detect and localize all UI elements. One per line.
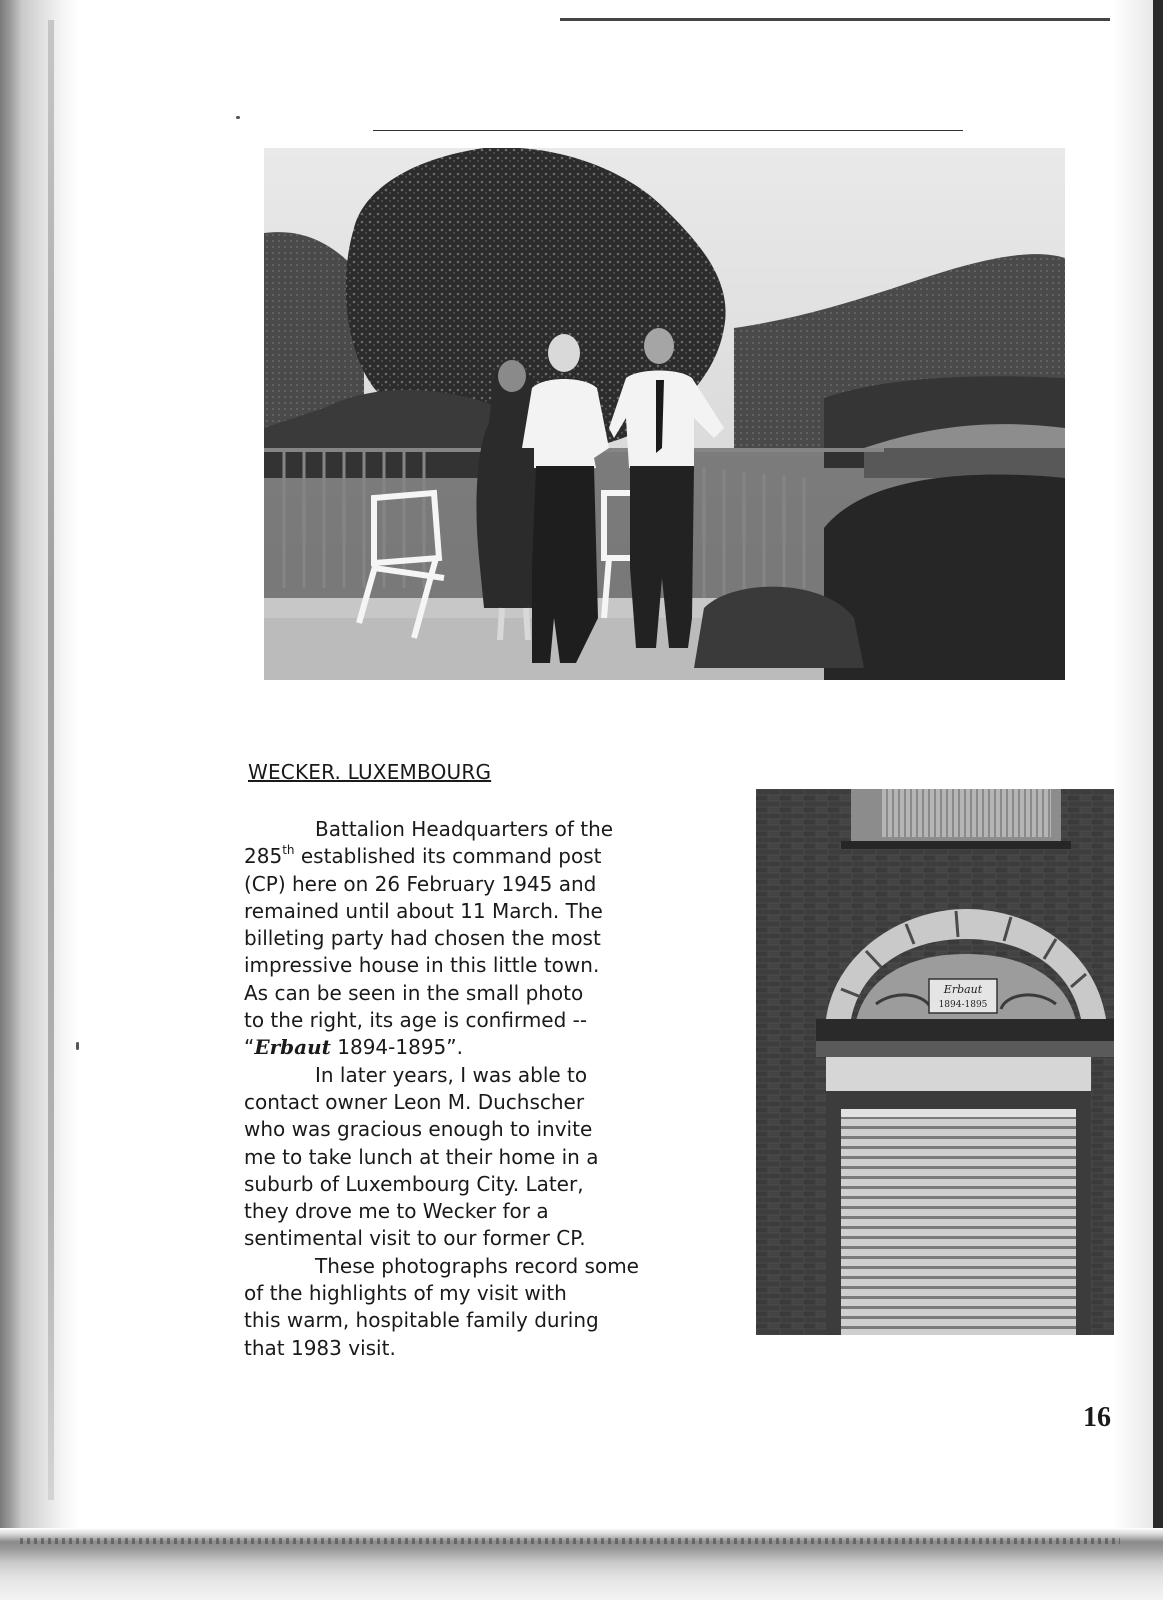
scan-edge-left xyxy=(0,0,78,1600)
text-line xyxy=(244,1034,689,1061)
open-quote: “ xyxy=(244,1035,255,1060)
text-line: suburb of Luxembourg City. Later, xyxy=(244,1171,584,1196)
scan-binding-shadow xyxy=(48,20,54,1500)
text-line: of the highlights of my visit with xyxy=(244,1281,567,1306)
text-line-rest: established its command post xyxy=(294,844,602,869)
scan-edge-right-fade xyxy=(1113,0,1153,1600)
scan-bottom-dots xyxy=(20,1538,1120,1544)
page-number: 16 xyxy=(1083,1402,1111,1433)
text-line xyxy=(244,843,689,870)
text-line: Battalion Headquarters of the xyxy=(315,817,614,841)
text-line: who was gracious enough to invite xyxy=(244,1117,593,1142)
text-line: that 1983 visit. xyxy=(244,1335,396,1360)
text-line: These photographs record some xyxy=(315,1253,639,1278)
text-ordinal-suffix: th xyxy=(282,842,295,857)
scan-speck xyxy=(236,116,240,119)
scan-speck xyxy=(76,1042,79,1050)
text-line: they drove me to Wecker for a xyxy=(244,1199,549,1224)
body-text xyxy=(244,816,689,1362)
top-rule xyxy=(373,130,963,131)
text-line: remained until about 11 March. The xyxy=(244,898,603,923)
erbaut-years: 1894-1895”. xyxy=(330,1035,463,1060)
section-heading: WECKER. LUXEMBOURG xyxy=(248,760,492,784)
photo-terrace-group xyxy=(264,148,1065,680)
scan-top-line xyxy=(560,18,1110,21)
text-line: (CP) here on 26 February 1945 and xyxy=(244,871,597,896)
text-line: As can be seen in the small photo xyxy=(244,980,584,1005)
text-line: this warm, hospitable family during xyxy=(244,1308,599,1333)
photo-house-facade xyxy=(756,789,1114,1335)
text-ordinal-number: 285 xyxy=(244,844,283,869)
text-line: billeting party had chosen the most xyxy=(244,926,601,951)
text-line: to the right, its age is confirmed -- xyxy=(244,1008,588,1033)
erbaut-script-word: Erbaut xyxy=(254,1035,331,1060)
scan-edge-right xyxy=(1153,0,1163,1600)
text-line: impressive house in this little town. xyxy=(244,953,600,978)
text-line: sentimental visit to our former CP. xyxy=(244,1226,586,1251)
text-line: contact owner Leon M. Duchscher xyxy=(244,1089,585,1114)
inscription-years: 1894-1895 xyxy=(938,1000,988,1010)
text-line: In later years, I was able to xyxy=(315,1062,588,1087)
text-line: me to take lunch at their home in a xyxy=(244,1144,599,1169)
inscription-word: Erbaut xyxy=(943,983,983,996)
